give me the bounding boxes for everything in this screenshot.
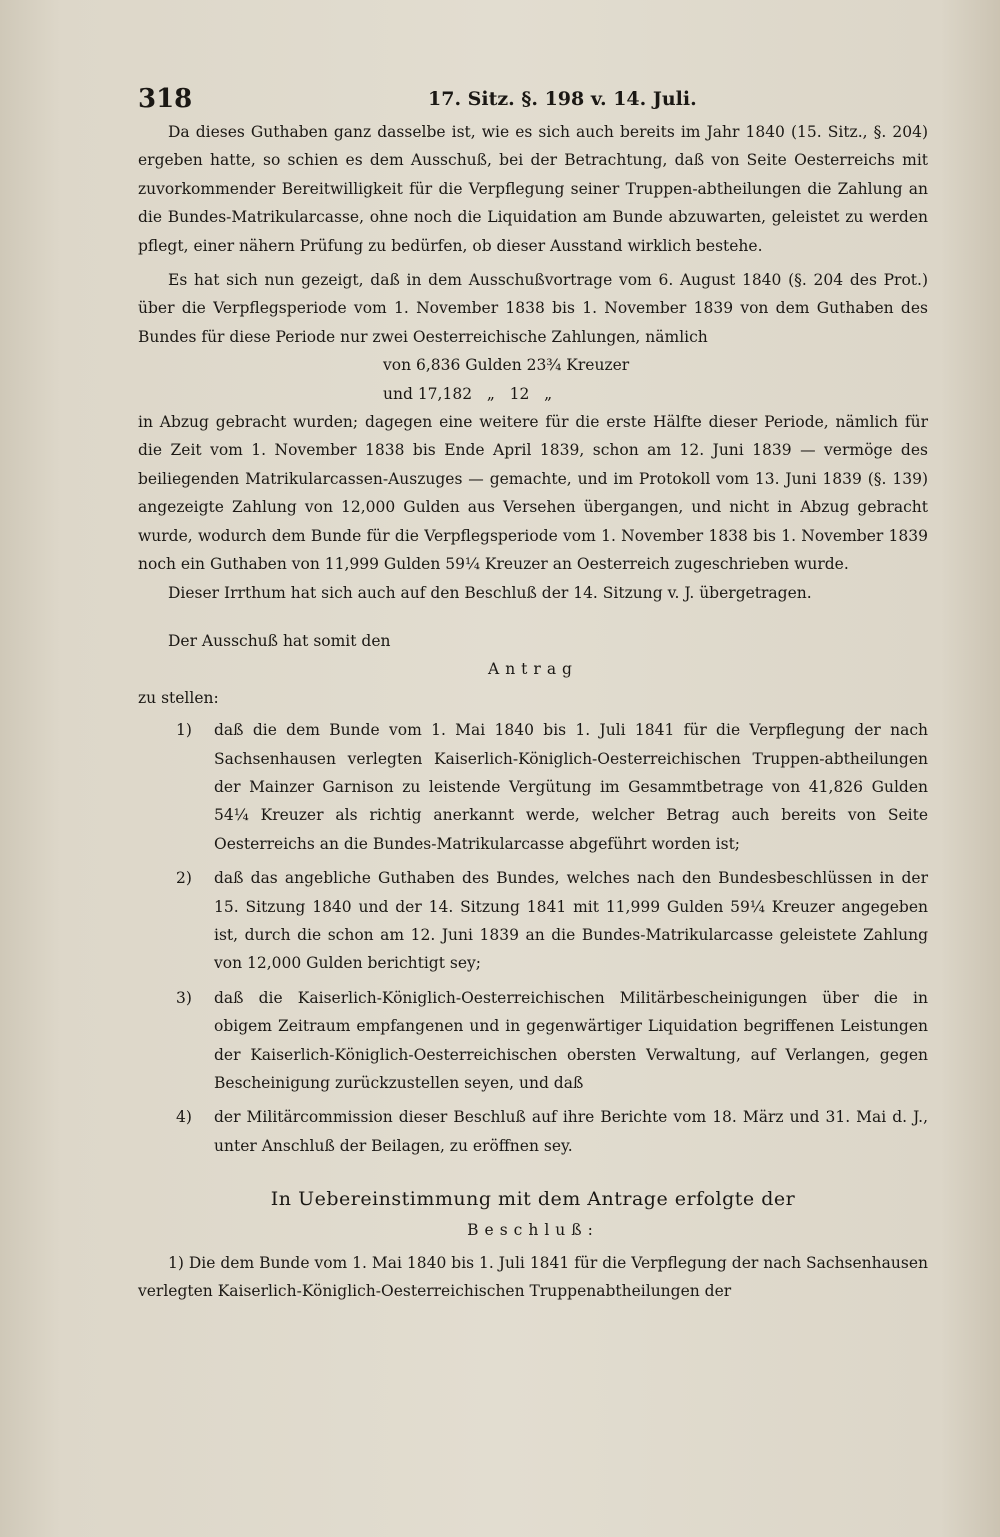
item-text: daß das angebliche Guthaben des Bundes, welches nach den Bundesbeschlüssen in der 15. Sitzung 1840 und der 14. Sitzung 1841 mit 11,999 Gulden 59¼ Kreuzer angegeben ist, durch die schon am 12. Juni 1839 an die Bundes-Matrikularcasse geleistete Zahlung von 12,000 Gulden berichtigt sey; [214, 869, 928, 973]
list-item [138, 864, 928, 978]
item-text: daß die dem Bunde vom 1. Mai 1840 bis 1. Juli 1841 für die Verpflegung der nach Sachsenhausen verlegten Kaiserlich-Königlich-Oesterreichischen Truppen-abtheilungen der Mainzer Garnison zu leistende Vergütung im Gesammtbetrage von 41,826 Gulden 54¼ Kreuzer als richtig anerkannt werde, welcher Betrag auch bereits von Seite Oesterreichs an die Bundes-Matrikularcasse abgeführt worden ist; [214, 721, 928, 853]
beschluss-heading: Beschluß: [467, 1221, 599, 1240]
zu-stellen-line: zu stellen: [138, 688, 219, 707]
conclusion-item-1 [138, 1249, 928, 1306]
paragraph-3: in Abzug gebracht wurden; dagegen eine weitere für die erste Hälfte dieser Periode, nämlich für die Zeit vom 1. November 1838 bis Ende April 1839, schon am 12. Juni 1839 — vermöge des beiliegenden Matrikularcassen-Auszuges — gemachte, und im Protokoll vom 13. Juni 1839 (§. 139) angezeigte Zahlung von 12,000 Gulden aus Versehen übergangen, und nicht in Abzug gebracht wurde, wodurch dem Bunde für die Verpflegsperiode vom 1. November 1838 bis 1. November 1839 noch ein Guthaben von 11,999 Gulden 59¼ Kreuzer an Oesterreich zugeschrieben wurde. [138, 413, 928, 574]
amount-line-1: von 6,836 Gulden 23¾ Kreuzer [383, 356, 630, 375]
conclusion-heading: In Uebereinstimmung mit dem Antrage erfolgte der [270, 1188, 796, 1211]
item-number: 1) [176, 721, 192, 740]
item-number: 3) [176, 988, 192, 1007]
item-text: der Militärcommission dieser Beschluß auf ihre Berichte vom 18. März und 31. Mai d. J., unter Anschluß der Beilagen, zu eröffnen sey. [214, 1108, 928, 1155]
item-text: daß die Kaiserlich-Königlich-Oesterreichischen Militärbescheinigungen über die in obigem Zeitraum empfangenen und in gegenwärtiger Liquidation begriffenen Leistungen der Kaiserlich-Königlich-Oesterreichischen obersten Verwaltung, auf Verlangen, gegen Bescheinigung zurückzustellen seyen, und daß [214, 988, 928, 1092]
paragraph-1: Da dieses Guthaben ganz dasselbe ist, wie es sich auch bereits im Jahr 1840 (15. Sitz., §. 204) ergeben hatte, so schien es dem Ausschuß, bei der Betrachtung, daß von Seite Oesterreichs mit zuvorkommender Bereitwilligkeit für die Verpflegung seiner Truppen-abtheilungen die Zahlung an die Bundes-Matrikularcasse, ohne noch die Liquidation am Bunde abzuwarten, geleistet zu werden pflegt, einer nähern Prüfung zu bedürfen, ob dieser Ausstand wirklich bestehe. [138, 123, 928, 255]
item-number: 2) [176, 869, 192, 888]
list-item [138, 716, 928, 858]
item-number: 4) [176, 1108, 192, 1127]
item-number: 1) [168, 1253, 184, 1272]
running-title: 17. Sitz. §. 198 v. 14. Juli. [428, 88, 697, 110]
paragraph-2: Es hat sich nun gezeigt, daß in dem Ausschußvortrage vom 6. August 1840 (§. 204 des Prot.) über die Verpflegsperiode vom 1. November 1838 bis 1. November 1839 von dem Guthaben des Bundes für diese Periode nur zwei Oesterreichische Zahlungen, nämlich [138, 271, 928, 346]
paragraph-5: Der Ausschuß hat somit den [168, 631, 391, 650]
antrag-heading: Antrag [488, 660, 578, 679]
page-number: 318 [138, 84, 193, 114]
list-item [138, 1103, 928, 1160]
paragraph-4: Dieser Irrthum hat sich auch auf den Beschluß der 14. Sitzung v. J. übergetragen. [168, 583, 812, 602]
item-text: Die dem Bunde vom 1. Mai 1840 bis 1. Juli 1841 für die Verpflegung der nach Sachsenhausen verlegten Kaiserlich-Königlich-Oesterreichischen Truppenabtheilungen der [138, 1253, 928, 1301]
amount-line-2: und 17,182 „ 12 „ [383, 384, 553, 403]
page-header [138, 84, 928, 118]
list-item [138, 984, 928, 1098]
text-column [138, 84, 928, 1305]
